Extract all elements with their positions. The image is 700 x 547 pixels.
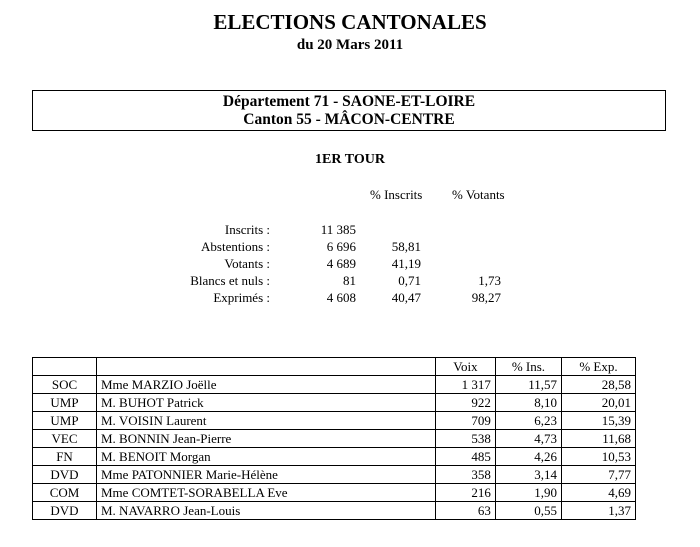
- voix-cell: 358: [436, 466, 496, 484]
- stats-value: 4 689: [326, 256, 356, 271]
- pct-exp-cell: 28,58: [561, 376, 635, 394]
- stats-label: Abstentions :: [201, 239, 270, 254]
- pct-exp-cell: 20,01: [561, 394, 635, 412]
- pct-ins-cell: 4,26: [495, 448, 561, 466]
- pct-exp-cell: 11,68: [561, 430, 635, 448]
- results-header-row: [33, 358, 636, 376]
- pct-ins-cell: 3,14: [495, 466, 561, 484]
- stats-pct-inscrits: 58,81: [391, 239, 421, 254]
- results-table: [32, 357, 636, 520]
- document-title: ELECTIONS CANTONALES: [213, 10, 487, 34]
- candidate-cell: Mme PATONNIER Marie-Hélène: [97, 466, 436, 484]
- party-cell: UMP: [33, 394, 97, 412]
- stats-label: Blancs et nuls :: [190, 273, 270, 288]
- stats-pct-inscrits: 40,47: [391, 290, 421, 305]
- candidate-cell: Mme COMTET-SORABELLA Eve: [97, 484, 436, 502]
- candidate-cell: M. NAVARRO Jean-Louis: [97, 502, 436, 520]
- stats-pct-votants: 98,27: [471, 290, 501, 305]
- party-cell: VEC: [33, 430, 97, 448]
- voix-cell: 1 317: [436, 376, 496, 394]
- stats-pct-votants: 1,73: [478, 273, 501, 288]
- stats-header-votants: % Votants: [452, 187, 505, 202]
- stats-value: 6 696: [326, 239, 356, 254]
- table-row: [33, 484, 636, 502]
- table-row: [33, 502, 636, 520]
- pct-exp-cell: 7,77: [561, 466, 635, 484]
- stats-value: 11 385: [320, 222, 356, 237]
- pct-ins-cell: 11,57: [495, 376, 561, 394]
- location-box: [32, 90, 666, 131]
- party-cell: UMP: [33, 412, 97, 430]
- stats-label: Inscrits :: [224, 222, 270, 237]
- stats-header-inscrits: % Inscrits: [370, 187, 423, 202]
- party-cell: DVD: [33, 466, 97, 484]
- pct-ins-cell: 0,55: [495, 502, 561, 520]
- candidate-cell: M. BENOIT Morgan: [97, 448, 436, 466]
- stats-label: Exprimés :: [213, 290, 270, 305]
- voix-cell: 63: [436, 502, 496, 520]
- election-date: du 20 Mars 2011: [296, 37, 404, 53]
- party-cell: SOC: [33, 376, 97, 394]
- party-cell: DVD: [33, 502, 97, 520]
- pct-ins-cell: 1,90: [495, 484, 561, 502]
- voix-cell: 216: [436, 484, 496, 502]
- pct-exp-cell: 10,53: [561, 448, 635, 466]
- voix-cell: 922: [436, 394, 496, 412]
- party-cell: COM: [33, 484, 97, 502]
- pct-ins-cell: 8,10: [495, 394, 561, 412]
- candidate-cell: M. BONNIN Jean-Pierre: [97, 430, 436, 448]
- header-voix: Voix: [436, 358, 496, 376]
- pct-exp-cell: 4,69: [561, 484, 635, 502]
- table-row: [33, 376, 636, 394]
- voix-cell: 538: [436, 430, 496, 448]
- table-row: [33, 412, 636, 430]
- voix-cell: 709: [436, 412, 496, 430]
- departement-label: Département 71 - SAONE-ET-LOIRE: [222, 93, 476, 110]
- party-cell: FN: [33, 448, 97, 466]
- stats-value: 4 608: [326, 290, 356, 305]
- table-row: [33, 394, 636, 412]
- header-party: [33, 358, 97, 376]
- round-title: 1ER TOUR: [315, 152, 385, 167]
- header-pct-exp: % Exp.: [561, 358, 635, 376]
- header-pct-ins: % Ins.: [495, 358, 561, 376]
- stats-pct-inscrits: 41,19: [391, 256, 421, 271]
- stats-pct-inscrits: 0,71: [398, 273, 421, 288]
- header-name: [97, 358, 436, 376]
- table-row: [33, 430, 636, 448]
- pct-exp-cell: 15,39: [561, 412, 635, 430]
- candidate-cell: Mme MARZIO Joëlle: [97, 376, 436, 394]
- voix-cell: 485: [436, 448, 496, 466]
- candidate-cell: M. VOISIN Laurent: [97, 412, 436, 430]
- pct-exp-cell: 1,37: [561, 502, 635, 520]
- candidate-cell: M. BUHOT Patrick: [97, 394, 436, 412]
- stats-value: 81: [343, 273, 356, 288]
- pct-ins-cell: 6,23: [495, 412, 561, 430]
- pct-ins-cell: 4,73: [495, 430, 561, 448]
- stats-label: Votants :: [224, 256, 270, 271]
- canton-label: Canton 55 - MÂCON-CENTRE: [243, 111, 455, 128]
- table-row: [33, 466, 636, 484]
- table-row: [33, 448, 636, 466]
